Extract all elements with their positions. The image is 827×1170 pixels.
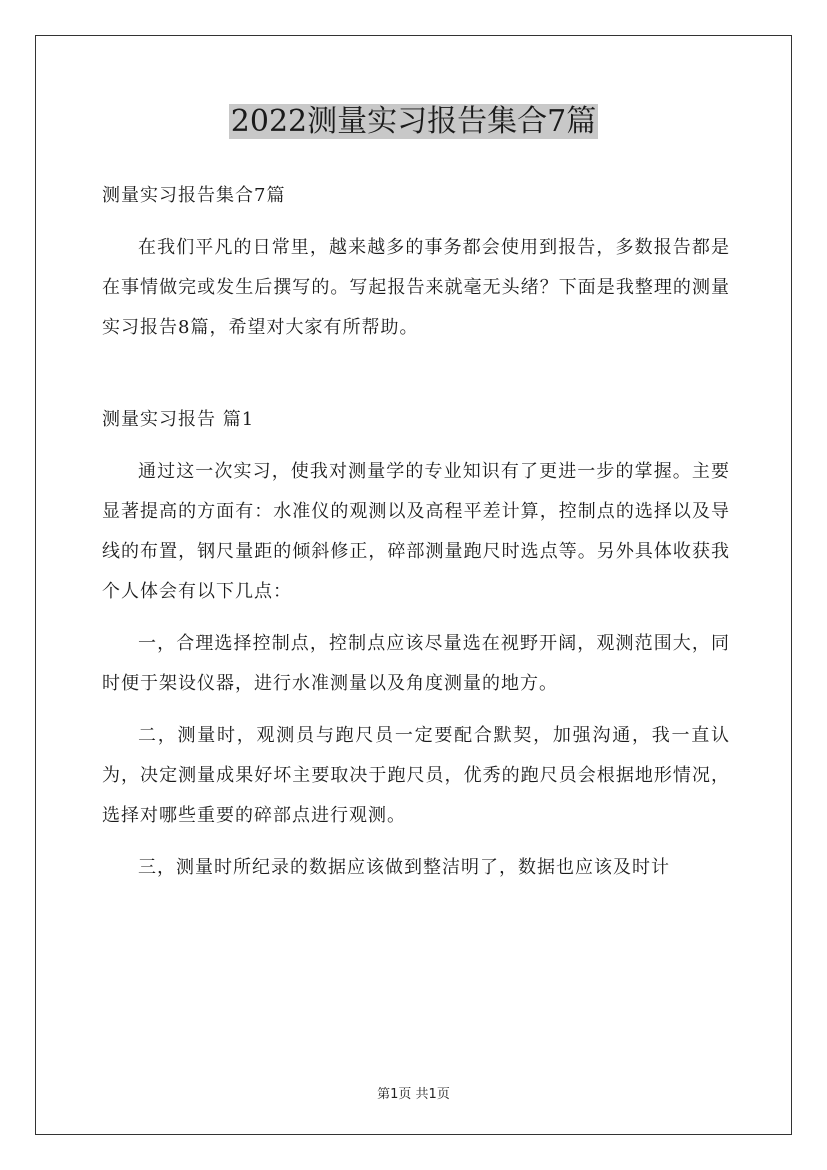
intro-paragraph: 在我们平凡的日常里，越来越多的事务都会使用到报告，多数报告都是在事情做完或发生后撰写的。写起报告来就毫无头绪？下面是我整理的测量实习报告8篇，希望对大家有所帮助。 bbox=[102, 237, 730, 338]
document-body bbox=[102, 176, 730, 888]
paragraph: 三，测量时所纪录的数据应该做到整洁明了，数据也应该及时计 bbox=[138, 857, 670, 878]
document-subtitle: 测量实习报告集合7篇 bbox=[102, 185, 286, 206]
spacer bbox=[102, 612, 730, 624]
document-title-text: 2022测量实习报告集合7篇 bbox=[230, 104, 597, 139]
document-title bbox=[0, 100, 827, 144]
paragraph: 一，合理选择控制点，控制点应该尽量选在视野开阔，观测范围大，同时便于架设仪器，进行水准测量以及角度测量的地方。 bbox=[102, 633, 730, 694]
spacer bbox=[102, 348, 730, 400]
page-footer: 第1页 共1页 bbox=[377, 1087, 450, 1102]
spacer bbox=[102, 216, 730, 228]
spacer bbox=[102, 704, 730, 716]
spacer bbox=[102, 836, 730, 848]
paragraph: 二，测量时，观测员与跑尺员一定要配合默契，加强沟通，我一直认为，决定测量成果好坏主要取决于跑尺员，优秀的跑尺员会根据地形情况，选择对哪些重要的碎部点进行观测。 bbox=[102, 725, 730, 826]
paragraph: 通过这一次实习，使我对测量学的专业知识有了更进一步的掌握。主要显著提高的方面有：水准仪的观测以及高程平差计算，控制点的选择以及导线的布置，钢尺量距的倾斜修正，碎部测量跑尺时选点等。另外具体收获我个人体会有以下几点： bbox=[102, 461, 730, 602]
spacer bbox=[102, 440, 730, 452]
section-heading: 测量实习报告 篇1 bbox=[102, 409, 255, 430]
